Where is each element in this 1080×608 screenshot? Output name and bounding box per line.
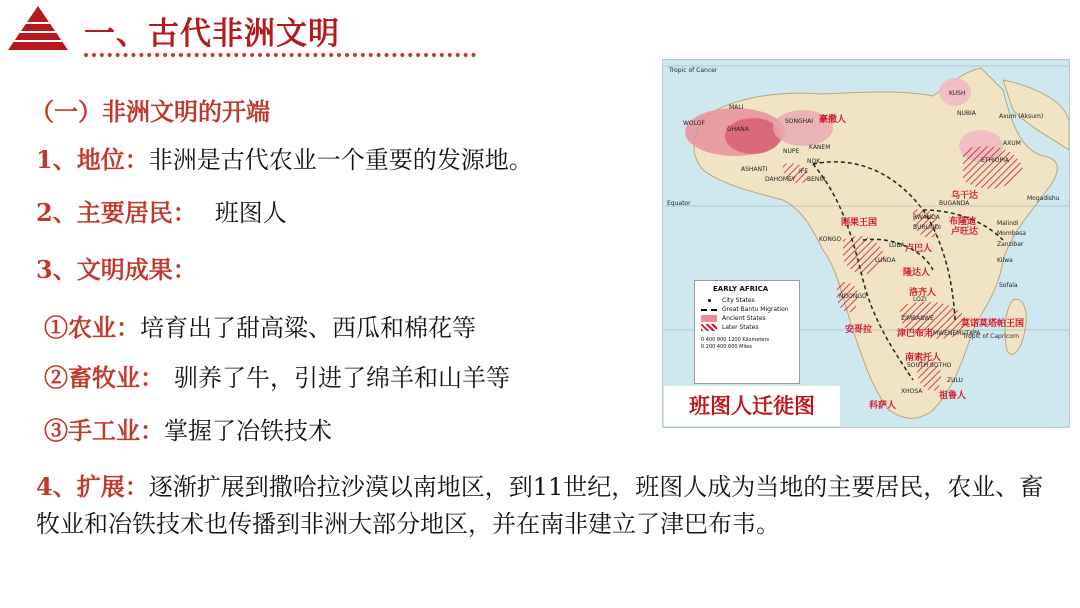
map-label: ZIMBABWE — [901, 315, 934, 322]
page-title: 一、古代非洲文明 — [84, 16, 340, 52]
map-label: MALI — [729, 104, 744, 111]
map-label: SONGHAI — [785, 118, 814, 125]
legend-item-label: City States — [722, 297, 755, 304]
legend-item-label: Ancient States — [722, 315, 766, 322]
map-label-cn: 祖鲁人 — [939, 391, 967, 401]
map-label: WOLOF — [683, 120, 705, 127]
item-husbandry — [44, 358, 510, 393]
legend-item — [701, 297, 799, 304]
map-label: BUGANDA — [939, 200, 970, 207]
dashed-arrow-icon — [701, 309, 717, 311]
item-agriculture-label: ①农业： — [44, 313, 140, 342]
map-label-cn: 莫诺莫塔帕王国 — [961, 319, 1025, 329]
item-achievements — [36, 250, 197, 285]
map-label: Zanzibar — [997, 241, 1024, 248]
map-label: SOUTH SOTHO — [907, 362, 952, 369]
map-label: MWENEMUTAPA — [933, 330, 981, 337]
map-label-cn: 安哥拉 — [845, 325, 873, 335]
map-label: Axum (Aksum) — [999, 113, 1044, 120]
map-label-cn: 布隆迪 — [949, 217, 977, 227]
section-subtitle: （一）非洲文明的开端 — [30, 97, 270, 126]
map-label: BURUNDI — [913, 224, 941, 231]
map-label-cn: 卢巴人 — [905, 244, 933, 254]
scale-mi: 0 200 400 600 Miles — [701, 344, 752, 350]
map-label: NUPE — [783, 148, 800, 155]
item-achievements-label: 3、文明成果： — [36, 255, 197, 284]
item-residents-label: 2、主要居民： — [36, 198, 197, 227]
map-label: AXUM — [1003, 140, 1021, 147]
map-label: NUBIA — [957, 110, 976, 117]
title-underline — [84, 53, 476, 57]
map-label: KONGO — [819, 236, 842, 243]
map-label-cn: 津巴布韦 — [897, 329, 934, 339]
legend-item-label: Great Bantu Migration — [722, 306, 789, 313]
map-label-cn: 隆达人 — [903, 268, 931, 278]
item-position-text: 非洲是古代农业一个重要的发源地。 — [148, 146, 533, 174]
item-position — [36, 140, 533, 175]
legend-item — [701, 315, 799, 322]
later-states-swatch — [701, 324, 717, 331]
item-husbandry-text: 驯养了牛，引进了绵羊和山羊等 — [174, 364, 510, 392]
map-label: XHOSA — [901, 388, 923, 395]
map-label: NOK — [807, 158, 821, 165]
ancient-states-swatch — [701, 315, 717, 322]
item-agriculture — [44, 308, 476, 343]
map-legend — [694, 280, 800, 384]
map-label: LUBA — [889, 242, 905, 249]
map-label: Kilwa — [997, 257, 1013, 264]
map-label: ETHIOPIA — [981, 157, 1009, 164]
legend-item-label: Later States — [722, 324, 759, 331]
item-expansion — [36, 468, 1046, 543]
item-handicraft-text: 掌握了冶铁技术 — [164, 417, 332, 445]
map-caption: 班图人迁徙图 — [664, 386, 840, 426]
map-label: DAHOMEY — [765, 176, 796, 183]
item-handicraft-label: ③手工业： — [44, 416, 164, 445]
legend-item — [701, 306, 799, 313]
item-residents-text: 班图人 — [214, 199, 287, 227]
map-label: Malindi — [997, 220, 1019, 227]
map-label: Mogadishu — [1027, 195, 1060, 202]
legend-item — [701, 324, 799, 331]
map-label: Equator — [667, 200, 691, 207]
map-label: KANEM — [809, 144, 831, 151]
map-label: IFE — [799, 168, 809, 175]
map-label: ASHANTI — [741, 166, 768, 173]
legend-title: EARLY AFRICA — [713, 285, 769, 293]
item-agriculture-text: 培育出了甜高粱、西瓜和棉花等 — [140, 314, 476, 342]
map-label: BENIN — [807, 176, 826, 183]
map-label-cn: 科萨人 — [869, 401, 897, 411]
item-position-label: 1、地位： — [36, 145, 149, 174]
item-husbandry-label: ②畜牧业： — [44, 363, 164, 392]
map-label-cn: 洛齐人 — [909, 288, 937, 298]
map-label-cn: 豪撒人 — [819, 115, 847, 125]
map-label: NDONGO — [839, 293, 867, 300]
map-label: LOZI — [913, 296, 927, 303]
map-label: KUSH — [949, 90, 966, 97]
map-label: Tropic of Cancer — [669, 67, 718, 74]
item-expansion-label: 4、扩展： — [36, 472, 149, 501]
map-label: Mombasa — [997, 230, 1026, 237]
item-handicraft — [44, 411, 332, 446]
item-expansion-text: 逐渐扩展到撒哈拉沙漠以南地区，到11世纪，班图人成为当地的主要居民，农业、畜牧业和冶铁技术也传播到非洲大部分地区，并在南非建立了津巴布韦。 — [36, 473, 1044, 538]
city-dot-icon — [701, 297, 717, 304]
map-label: ZULU — [947, 377, 963, 384]
map-label: Tropic of Capricorn — [963, 333, 1020, 340]
map-label-cn: 乌干达 — [951, 191, 979, 201]
map-label: RWANDA — [913, 214, 940, 221]
map-label-cn: 南索托人 — [905, 353, 942, 363]
map-label: GHANA — [727, 126, 749, 133]
scale-km: 0 400 800 1200 Kilometers — [701, 337, 770, 343]
pyramid-icon — [6, 4, 70, 54]
map-label-cn: 卢旺达 — [951, 227, 979, 237]
map-label: Sofala — [999, 282, 1018, 289]
map-label: LUNDA — [875, 257, 896, 264]
item-residents — [36, 193, 287, 228]
map-label-cn: 刚果王国 — [841, 218, 878, 228]
